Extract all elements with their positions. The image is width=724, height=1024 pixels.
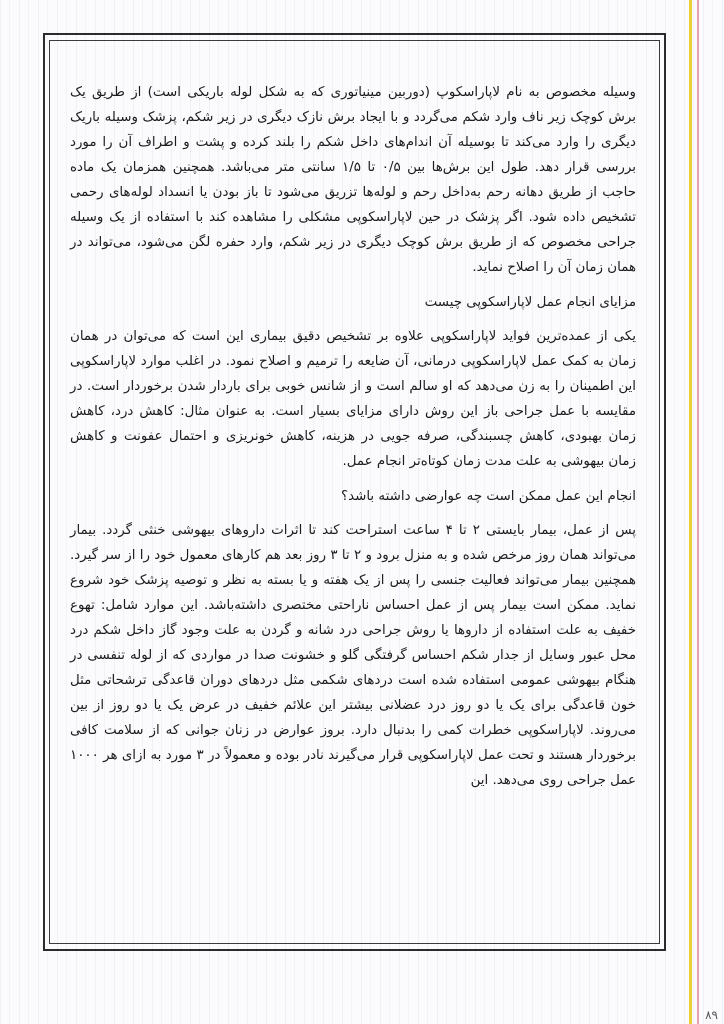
margin-line-yellow xyxy=(689,0,692,1024)
heading-complications: انجام این عمل ممکن است چه عوارضی داشته باشد؟ xyxy=(341,489,636,504)
document-body xyxy=(70,80,636,800)
margin-line-red xyxy=(697,0,699,1024)
heading-benefits: مزایای انجام عمل لاپاراسکوپی چیست xyxy=(424,295,636,310)
page-number: ۸۹ xyxy=(705,1008,718,1022)
paragraph-complications: پس از عمل، بیمار بایستی ۲ تا ۴ ساعت استراحت کند تا اثرات داروهای بیهوشی خنثی گردد. بیمار می‌تواند همان روز مرخص شده و به منزل برود و ۲ تا ۳ روز بعد هم کارهای معمول خود را از سر گیرد. همچنین بیمار می‌تواند فعالیت جنسی را پس از یک هفته و یا بسته به نظر و توصیه پزشک خود شروع نماید. ممکن است بیمار پس از عمل احساس ناراحتی مختصری داشته‌باشد. این موارد شامل: تهوع خفیف به علت استفاده از داروها یا روش جراحی درد شانه و گردن به علت وجود گاز داخل شکم درد محل عبور وسایل از جدار شکم احساس گرفتگی گلو و خشونت صدا در مواردی که از لوله تنفسی در هنگام بیهوشی عمومی استفاده شده است دردهای شکمی مثل دردهای دوران قاعدگی ترشحاتی مثل خون قاعدگی برای یک یا دو روز درد عضلانی بیشتر این علائم خفیف در عرض یک یا دو روز از بین می‌روند. لاپاراسکوپی خطرات کمی را بدنبال دارد. بروز عوارض در زنان جوانی که از سلامت کافی برخوردار هستند و تحت عمل لاپاراسکوپی قرار می‌گیرند نادر بوده و معمولاً در ۳ مورد به ازای هر ۱۰۰۰ عمل جراحی روی می‌دهد. این xyxy=(70,523,637,788)
paragraph-laparoscopy-procedure: وسیله مخصوص به نام لاپاراسکوپ (دوربین مینیاتوری که به شکل لوله باریکی است) از طریق یک برش کوچک زیر ناف وارد شکم می‌گردد و با ایجاد برش نازک دیگری در زیر شکم، پزشک وسیله باریک دیگری را وارد می‌کند تا بوسیله آن اندام‌های داخل شکم را بلند کرده و پشت و اطراف آن را مورد بررسی قرار دهد. طول این برش‌ها بین ۰/۵ تا ۱/۵ سانتی متر می‌باشد. همچنین همزمان یک ماده حاجب از طریق دهانه رحم به‌داخل رحم و لوله‌ها تزریق می‌شود تا باز بودن یا انسداد لوله‌های رحمی تشخیص داده شود. اگر پزشک در حین لاپاراسکوپی مشکلی را مشاهده کند با استفاده از یک وسیله جراحی مخصوص که از طریق برش کوچک دیگری در زیر شکم، وارد حفره لگن می‌شود، می‌تواند در همان زمان آن را اصلاح نماید. xyxy=(70,85,636,275)
paragraph-benefits: یکی از عمده‌ترین فواید لاپاراسکوپی علاوه بر تشخیص دقیق بیماری این است که می‌توان در همان زمان به کمک عمل لاپاراسکوپی درمانی، آن ضایعه را ترمیم و اصلاح نمود. در اغلب موارد لاپاراسکوپی این اطمینان را به زن می‌دهد که او سالم است و از شانس خوبی برای باردار شدن برخوردار است. در مقایسه با عمل جراحی باز این روش دارای مزایای بسیار است. به عنوان مثال: کاهش درد، کاهش زمان بهبودی، کاهش چسبندگی، صرفه جویی در هزینه، کاهش خونریزی و احتمال عفونت و کاهش زمان بیهوشی به علت مدت زمان کوتاه‌تر انجام عمل. xyxy=(70,329,636,469)
